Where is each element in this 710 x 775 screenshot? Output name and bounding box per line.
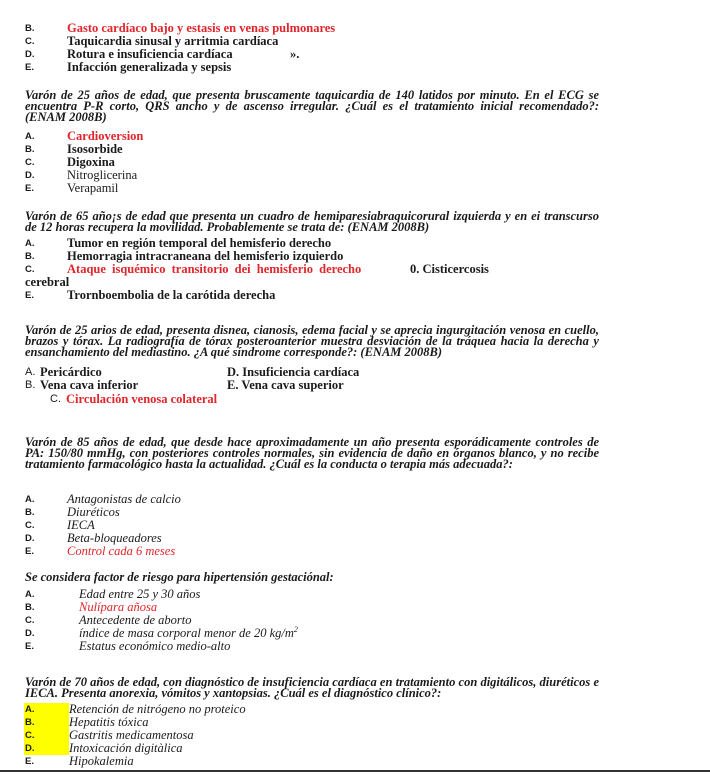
- option-letter: B.: [25, 507, 35, 518]
- option-letter: B.: [25, 602, 35, 613]
- question-stem: Varón de 25 años de edad, que presenta bruscamente taquicardia de 140 latidos por minuto. En el ECG se encuentra P-R corto, QRS ancho y de ascenso irregular. ¿Cuál es el tratamiento inicial recomendado?: (ENAM 2008B): [25, 88, 599, 125]
- option-text: Pericárdico: [40, 365, 102, 379]
- option-text: E. Vena cava superior: [227, 378, 344, 392]
- option-text: Tumor en región temporal del hemisferio derecho: [67, 236, 332, 250]
- option-letter: D.: [25, 533, 35, 544]
- option-letter: E.: [25, 641, 34, 652]
- option-text: Rotura e insuficiencia cardíaca: [67, 47, 233, 61]
- option-letter: A.: [25, 494, 35, 505]
- option-letter: B.: [25, 144, 35, 155]
- option-text: Circulación venosa colateral: [66, 392, 218, 406]
- option-text: Nitroglicerina: [67, 168, 138, 182]
- option-letter: B.: [25, 251, 35, 262]
- option-text: Control cada 6 meses: [67, 544, 176, 558]
- option-text: Hipokalemia: [69, 754, 134, 768]
- option-text: Cardioversion: [67, 129, 144, 143]
- option-letter: A.: [25, 366, 36, 378]
- option-letter: E.: [25, 183, 34, 194]
- option-letter: D.: [25, 170, 35, 181]
- option-text: Ataque isquémico transitorio dei hemisferio derecho: [67, 262, 362, 276]
- question-stem: Varón de 70 años de edad, con diagnóstico de insuficiencia cardíaca en tratamiento con digitálicos, diuréticos e IECA. Presenta anorexia, vómitos y xantopsias. ¿Cuál es el diagnóstico clínico?:: [25, 675, 599, 701]
- option-text: Antagonistas de calcio: [67, 492, 181, 506]
- option-text: Vena cava inferior: [40, 378, 139, 392]
- option-text: Taquicardia sinusal y arritmia cardíaca: [67, 34, 279, 48]
- option-letter: B.: [24, 716, 69, 729]
- option-text: Estatus económico medio-alto: [79, 639, 231, 653]
- question-stem: Varón de 25 arios de edad, presenta disnea, cianosis, edema facial y se aprecia ingurgitación venosa en cuello, brazos y tórax. La radiografía de tórax posteroanterior muestra desviación de la tráquea hacia la derecha y ensanchamiento del mediastino. ¿A qué síndrome corresponde?: (ENAM 2008B): [25, 323, 599, 360]
- option-text: Beta-bloqueadores: [67, 531, 162, 545]
- option-text: Gastritis medicamentosa: [69, 728, 194, 742]
- option-letter: B.: [25, 379, 36, 391]
- option-text: Verapamil: [67, 181, 119, 195]
- option-letter: A.: [25, 238, 35, 249]
- option-letter: D.: [25, 628, 35, 639]
- option-letter: A.: [24, 703, 69, 716]
- option-text: Trornboembolia de la carótida derecha: [67, 288, 276, 302]
- option-letter: E.: [25, 290, 34, 301]
- question-stem: Varón de 65 año¡s de edad que presenta un cuadro de hemiparesiabraquicorural izquierda y en ei transcurso de 12 horas recupera la movilidad. Probablemente se trata de: (ENAM 2008B): [25, 209, 599, 235]
- option-letter: C.: [24, 729, 69, 742]
- option-letter: E.: [25, 62, 34, 73]
- option-d-inline: 0. Cisticercosis: [410, 262, 489, 276]
- option-text: D. Insuficiencia cardíaca: [227, 365, 360, 379]
- page-bottom-rule: [0, 770, 710, 772]
- option-text: Antecedente de aborto: [79, 613, 192, 627]
- option-text: índice de masa corporal menor de 20 kg/m: [79, 626, 294, 640]
- option-letter: C.: [50, 393, 61, 405]
- option-text: IECA: [67, 518, 95, 532]
- option-d-wrap: cerebral: [25, 275, 70, 289]
- option-letter: A.: [25, 131, 35, 142]
- option-text: Diuréticos: [67, 505, 120, 519]
- option-text: Isosorbide: [67, 142, 123, 156]
- option-text: Edad entre 25 y 30 años: [79, 587, 201, 601]
- option-text: Hepatitis tóxica: [69, 715, 149, 729]
- option-letter: C.: [25, 264, 35, 275]
- option-letter: D.: [25, 49, 35, 60]
- option-letter: E.: [25, 546, 34, 557]
- option-text: Digoxina: [67, 155, 115, 169]
- option-letter: A.: [25, 589, 35, 600]
- option-letter: C.: [25, 157, 35, 168]
- option-text: Intoxicación digitàlica: [69, 741, 183, 755]
- option-letter: E.: [25, 756, 34, 767]
- option-text: Nulípara añosa: [79, 600, 158, 614]
- stray-mark: ».: [290, 47, 300, 61]
- option-letter: C.: [25, 520, 35, 531]
- option-letter: B.: [25, 23, 35, 34]
- option-text: Infacción generalizada y sepsis: [67, 60, 232, 74]
- option-letter: D.: [24, 742, 69, 755]
- option-letter: C.: [25, 36, 35, 47]
- option-text: Retención de nitrógeno no proteico: [69, 702, 246, 716]
- superscript: 2: [293, 624, 298, 634]
- option-letter: C.: [25, 615, 35, 626]
- option-text: Gasto cardíaco bajo y estasis en venas pulmonares: [67, 21, 336, 35]
- question-stem: Varón de 85 años de edad, que desde hace aproximadamente un año presenta esporádicamente controles de PA: 150/80 mmHg, con posteriores controles normales, sin evidencia de daño en órganos blanco, y no recibe tratamiento farmacológico hasta la actualidad. ¿Cuál es la conducta o terapia más adecuada?:: [25, 435, 599, 472]
- option-text: Hemorragia intracraneana del hemisferio izquierdo: [67, 249, 344, 263]
- question-stem: Se considera factor de riesgo para hipertensión gestaciónal:: [25, 570, 334, 584]
